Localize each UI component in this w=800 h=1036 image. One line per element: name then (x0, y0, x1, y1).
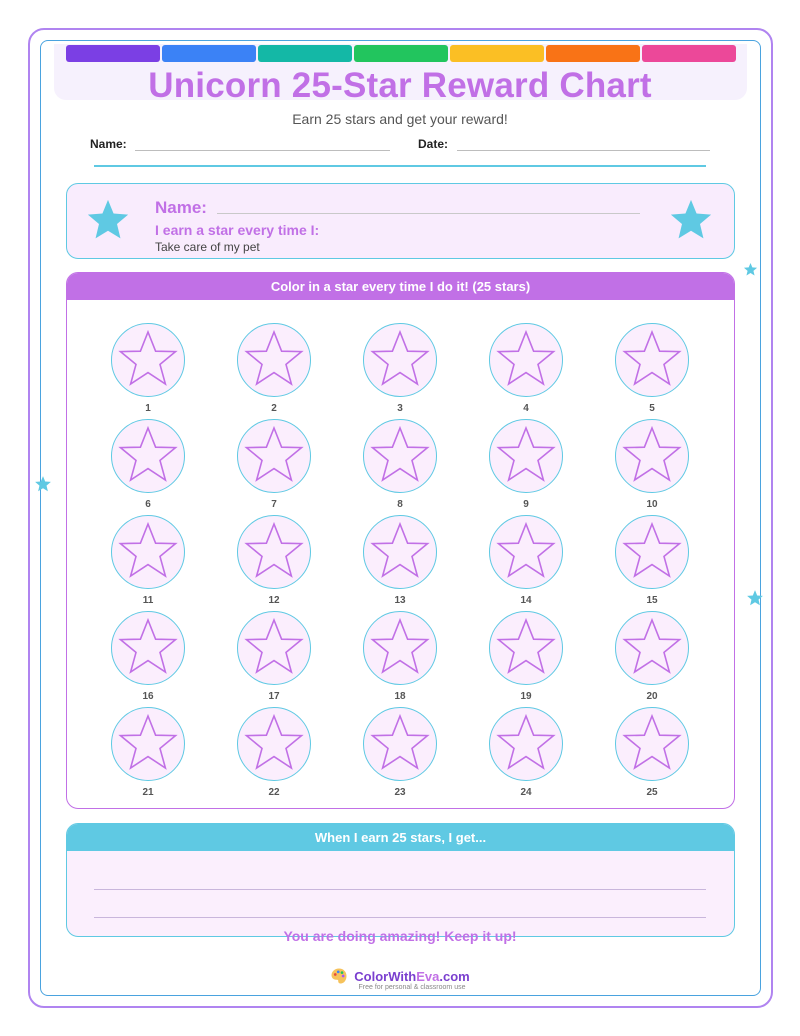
star-slot[interactable] (363, 707, 439, 807)
star-number: 16 (142, 691, 154, 702)
star-slot[interactable] (489, 515, 565, 615)
stars-section-header: Color in a star every time I do it! (25 stars) (67, 273, 734, 300)
star-slot[interactable] (237, 323, 313, 423)
reward-section-header: When I earn 25 stars, I get... (67, 824, 734, 851)
star-number: 5 (649, 403, 655, 414)
star-slot[interactable] (111, 419, 187, 519)
star-slot[interactable] (363, 515, 439, 615)
star-circle[interactable] (615, 323, 689, 397)
rainbow-segment (162, 45, 256, 62)
date-field-line[interactable] (457, 150, 710, 151)
star-circle[interactable] (615, 611, 689, 685)
rainbow-segment (354, 45, 448, 62)
star-number: 6 (145, 499, 151, 510)
footer-tagline: Free for personal & classroom use (358, 984, 466, 991)
star-circle[interactable] (111, 707, 185, 781)
rainbow-segment (642, 45, 736, 62)
star-circle[interactable] (489, 707, 563, 781)
name-field-line[interactable] (135, 150, 390, 151)
star-circle[interactable] (363, 707, 437, 781)
star-circle[interactable] (489, 515, 563, 589)
star-slot[interactable] (363, 611, 439, 711)
star-number: 18 (394, 691, 406, 702)
star-number: 12 (268, 595, 280, 606)
star-outline-icon (243, 521, 305, 583)
decorative-star-icon (34, 475, 52, 493)
star-outline-icon (117, 521, 179, 583)
star-outline-icon (117, 713, 179, 775)
star-outline-icon (243, 425, 305, 487)
star-circle[interactable] (237, 419, 311, 493)
star-number: 25 (646, 787, 658, 798)
name-box-task: Take care of my pet (155, 240, 260, 254)
star-circle[interactable] (615, 707, 689, 781)
star-circle[interactable] (111, 515, 185, 589)
page-title: Unicorn 25-Star Reward Chart (148, 66, 652, 105)
reward-write-line[interactable] (94, 917, 706, 918)
name-box-name-line[interactable] (217, 213, 640, 214)
star-circle[interactable] (237, 611, 311, 685)
star-circle[interactable] (489, 611, 563, 685)
star-number: 22 (268, 787, 280, 798)
star-outline-icon (621, 425, 683, 487)
star-number: 8 (397, 499, 403, 510)
star-outline-icon (621, 713, 683, 775)
star-number: 2 (271, 403, 277, 414)
star-number: 23 (394, 787, 406, 798)
star-slot[interactable] (615, 611, 691, 711)
rainbow-segment (66, 45, 160, 62)
star-circle[interactable] (237, 323, 311, 397)
star-number: 11 (142, 595, 154, 606)
rainbow-segment (450, 45, 544, 62)
star-slot[interactable] (237, 515, 313, 615)
star-outline-icon (369, 521, 431, 583)
star-outline-icon (495, 329, 557, 391)
star-slot[interactable] (489, 419, 565, 519)
star-outline-icon (243, 713, 305, 775)
name-box-earn-label: I earn a star every time I: (155, 222, 320, 238)
star-number: 20 (646, 691, 658, 702)
star-outline-icon (117, 425, 179, 487)
rainbow-bar (66, 45, 736, 62)
star-slot[interactable] (111, 707, 187, 807)
star-number: 7 (271, 499, 277, 510)
star-circle[interactable] (489, 323, 563, 397)
star-number: 13 (394, 595, 406, 606)
reward-section (66, 823, 735, 937)
star-outline-icon (621, 521, 683, 583)
star-slot[interactable] (363, 323, 439, 423)
star-outline-icon (369, 713, 431, 775)
star-slot[interactable] (615, 515, 691, 615)
star-slot[interactable] (237, 611, 313, 711)
star-circle[interactable] (363, 611, 437, 685)
rainbow-segment (546, 45, 640, 62)
page-subtitle: Earn 25 stars and get your reward! (292, 111, 508, 127)
star-slot[interactable] (489, 707, 565, 807)
star-circle[interactable] (615, 515, 689, 589)
star-number: 3 (397, 403, 403, 414)
star-icon (668, 197, 714, 243)
star-outline-icon (621, 617, 683, 679)
star-circle[interactable] (111, 419, 185, 493)
star-number: 15 (646, 595, 658, 606)
star-outline-icon (495, 425, 557, 487)
star-slot[interactable] (111, 611, 187, 711)
star-outline-icon (495, 713, 557, 775)
star-circle[interactable] (237, 707, 311, 781)
star-number: 17 (268, 691, 280, 702)
star-number: 21 (142, 787, 154, 798)
star-slot[interactable] (489, 611, 565, 711)
star-outline-icon (117, 617, 179, 679)
star-outline-icon (117, 329, 179, 391)
star-slot[interactable] (237, 707, 313, 807)
star-number: 10 (646, 499, 658, 510)
star-number: 14 (520, 595, 532, 606)
date-field-label: Date: (418, 137, 449, 151)
star-circle[interactable] (237, 515, 311, 589)
star-circle[interactable] (363, 323, 437, 397)
star-slot[interactable] (615, 323, 691, 423)
rainbow-segment (258, 45, 352, 62)
star-outline-icon (495, 617, 557, 679)
star-circle[interactable] (615, 419, 689, 493)
star-slot[interactable] (237, 419, 313, 519)
star-circle[interactable] (111, 611, 185, 685)
star-slot[interactable] (489, 323, 565, 423)
star-slot[interactable] (363, 419, 439, 519)
decorative-star-icon (743, 262, 758, 277)
star-outline-icon (621, 329, 683, 391)
star-number: 24 (520, 787, 532, 798)
star-slot[interactable] (111, 515, 187, 615)
star-outline-icon (369, 617, 431, 679)
star-icon (85, 197, 131, 243)
star-slot[interactable] (111, 323, 187, 423)
reward-write-line[interactable] (94, 889, 706, 890)
star-circle[interactable] (489, 419, 563, 493)
star-outline-icon (243, 617, 305, 679)
stars-section (66, 272, 735, 809)
star-outline-icon (369, 329, 431, 391)
header-divider (94, 165, 706, 167)
star-outline-icon (243, 329, 305, 391)
name-field-label: Name: (90, 137, 127, 151)
star-circle[interactable] (111, 323, 185, 397)
star-number: 9 (523, 499, 529, 510)
decorative-star-icon (746, 589, 764, 607)
brand-name: ColorWithEva.com (354, 968, 470, 984)
star-number: 19 (520, 691, 532, 702)
name-box-name-label: Name: (155, 198, 207, 217)
star-slot[interactable] (615, 419, 691, 519)
star-outline-icon (495, 521, 557, 583)
star-number: 1 (145, 403, 151, 414)
star-outline-icon (369, 425, 431, 487)
star-circle[interactable] (363, 515, 437, 589)
encouragement-text: You are doing amazing! Keep it up! (283, 928, 517, 944)
star-circle[interactable] (363, 419, 437, 493)
star-number: 4 (523, 403, 529, 414)
palette-icon (330, 967, 348, 985)
star-slot[interactable] (615, 707, 691, 807)
